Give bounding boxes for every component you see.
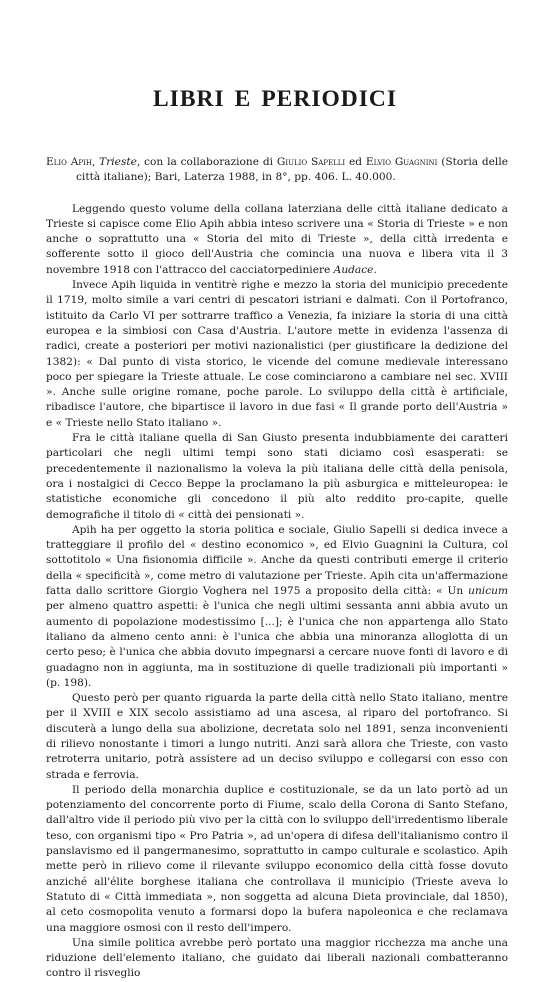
ref-collab-text: , con la collaborazione di [136, 156, 277, 168]
paragraph-5: Questo però per quanto riguarda la parte della città nello Stato italiano, mentre per il XVIII e XIX secolo assistiamo ad una ascesa, al riparo del portofranco. Si discuterà a lungo della sua abolizione, decretata solo nel 1891, senza inconvenienti di rilievo nonostante i timori a lungo nutriti. Anzi sarà allora che Trieste, con vasto retroterra unitario, potrà assistere ad un deciso sviluppo e collegarsi con esso con strada e ferrovia. [46, 692, 508, 781]
paragraph-7: Una simile politica avrebbe però portato una maggior ricchezza ma anche una riduzione dell'elemento italiano, che guidato dai liberali nazionali combatteranno contro il risveglio [46, 936, 508, 980]
paragraph-4 [46, 523, 508, 691]
paragraph-4-italic: unicum [468, 585, 508, 598]
heading-word-libri: LIBRI [153, 86, 225, 112]
paragraph-3: Fra le città italiane quella di San Giusto presenta indubbiamente dei caratteri particolari che negli ultimi tempi sono stati diciamo così esasperati: se precedentemente il nazionalismo la voleva la più italiana delle città della penisola, ora i nostalgici di Cecco Beppe la proclamano la più asburgica e mitteleuropea: le statistiche economiche gli concedono il più alto reddito pro-capite, quelle demografiche il titolo di « città dei pensionati ». [46, 432, 508, 521]
ref-coauthor-2: Elvio Guagnini [365, 156, 438, 168]
ref-author: Elio Apih [46, 156, 92, 168]
paragraph-4-end: per almeno quattro aspetti: è l'unica che negli ultimi sessanta anni abbia avuto un aumento di popolazione modestissimo [...]; è l'unica che non appartenga allo Stato italiano da almeno cento anni: è l'unica che abbia una minoranza alloglotta di un certo peso; è l'unica che abbia dovuto impegnarsi a cercare nuove fonti di lavoro e di guadagno non in aggiunta, ma in sostituzione di quelle tradizionali più importanti » (p. 198). [46, 600, 508, 689]
paragraph-6: Il periodo della monarchia duplice e costituzionale, se da un lato portò ad un potenziamento del concorrente porto di Fiume, scalo della Corona di Santo Stefano, dall'altro vide il periodo più vivo per la città con lo sviluppo dell'irredentismo liberale teso, con organismi tipo « Pro Patria », ad un'opera di difesa dell'italianismo contro il panslavismo ed il pangermanesimo, soprattutto in campo culturale e scolastico. Apih mette però in rilievo come il rilevante sviluppo economico della città fosse dovuto anziché all'élite borghese italiana che controllava il municipio (Trieste aveva lo Statuto di « Città immediata », non soggetta ad alcuna Dieta provinciale, dal 1850), al ceto cosmopolita venuto a formarsi dopo la bufera napoleonica e che reclamava una maggiore osmosi con il resto dell'impero. [46, 783, 508, 934]
section-heading [0, 86, 550, 113]
paragraph-2: Invece Apih liquida in ventitrè righe e mezzo la storia del municipio precedente il 1719, molto simile a vari centri di pescatori istriani e dalmati. Con il Portofranco, istituito da Carlo VI per sottrarre traffico a Venezia, fa iniziare la storia di una città europea e la simbiosi con Casa d'Austria. L'autore mette in evidenza l'assenza di radici, create a posteriori per motivi nazionalistici (per giustificare la dedizione del 1382): « Dal punto di vista storico, le vicende del comune medievale interessano poco per spiegare la Trieste attuale. Le cose cominciarono a cambiare nel sec. XVIII ». Anche sulle origine romane, poche parole. Lo sviluppo della città è artificiale, ribadisce l'autore, che bipartisce il lavoro in due fasi « Il grande porto dell'Austria » e « Trieste nello Stato italiano ». [46, 279, 508, 429]
bibliographic-reference: Elio Apih, Trieste, con la collaborazione di Giulio Sapelli ed Elvio Guagnini (Storia delle città italiane); Bari, Laterza 1988, in 8°, pp. 406. L. 40.000. [46, 156, 508, 184]
paragraph-1-text: Leggendo questo volume della collana laterziana delle città italiane dedicato a Trieste si capisce come Elio Apih abbia inteso scrivere una « Storia di Trieste » e non anche o soprattutto una « Storia del mito di Trieste », della città irredenta e sofferente sotto il gioco dell'Austria che comincia una nuova e libera vita il 3 novembre 1918 con l'attracco del cacciatorpediniere [46, 202, 508, 276]
heading-word-periodici: PERIODICI [261, 86, 397, 112]
ref-conjunction: ed [345, 156, 366, 168]
review-body [46, 155, 508, 982]
ref-coauthor-1: Giulio Sapelli [276, 156, 346, 168]
paragraph-4-text: Apih ha per oggetto la storia politica e sociale, Giulio Sapelli si dedica invece a tratteggiare il profilo del « destino economico », ed Elvio Guagnini la Cultura, col sottotitolo « Una fisionomia difficile ». Anche da questi contributi emerge il criterio della « specificità », come metro di valutazione per Trieste. Apih cita un'affermazione fatta dallo scrittore Giorgio Voghera nel 1975 a proposito della città: « Un [46, 523, 508, 598]
paragraph-1 [46, 202, 508, 278]
paragraph-1-ship-name: Audace [333, 263, 374, 276]
heading-word-e: E [234, 86, 252, 112]
paragraph-1-end: . [373, 263, 377, 276]
ref-book-title: Trieste [99, 156, 137, 168]
ref-publication-details: (Storia delle città italiane); Bari, Laterza 1988, in 8°, pp. 406. L. 40.000. [76, 156, 508, 184]
